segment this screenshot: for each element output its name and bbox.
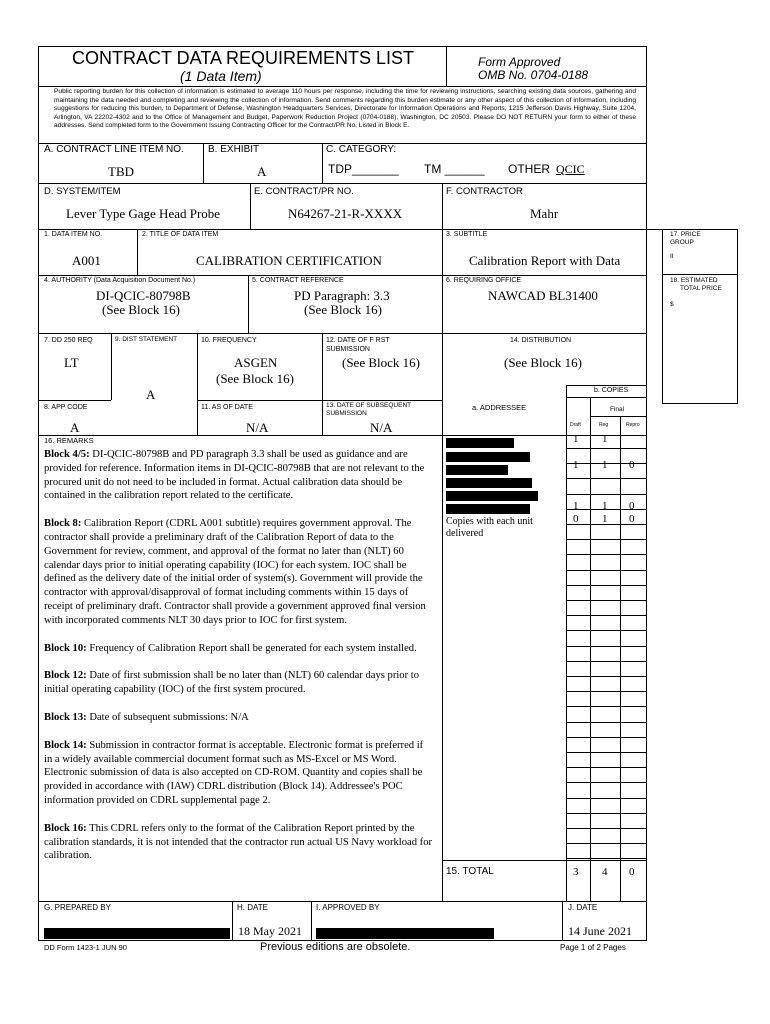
redacted-addressee [446, 452, 530, 462]
distribution-draft-cell: 1 [573, 459, 579, 471]
subtitle-label: 3. SUBTITLE [446, 231, 488, 238]
contract-reference-label: 5. CONTRACT REFERENCE [252, 277, 344, 284]
final-label: Final [610, 406, 625, 413]
distribution-grid-line [566, 554, 646, 555]
distribution-grid-line [566, 691, 646, 692]
system-item-value: Lever Type Gage Head Probe [66, 206, 221, 221]
redacted-addressee [446, 478, 532, 488]
price-group-label-2: GROUP [670, 239, 694, 246]
category-tdp: TDP_______ [328, 162, 399, 176]
data-item-no-value: A001 [72, 253, 101, 268]
authority-label: 4. AUTHORITY (Data Acquisition Document No.) [44, 277, 196, 284]
copies-label: b. COPIES [594, 387, 629, 394]
form-title: CONTRACT DATA REQUIREMENTS LIST [72, 48, 415, 68]
total-draft: 3 [573, 866, 579, 878]
distribution-repro-cell: 0 [629, 500, 635, 512]
price-group-label-1: 17. PRICE [670, 231, 701, 238]
redacted-addressee [446, 504, 530, 514]
prepared-date-label: H. DATE [237, 903, 268, 912]
app-code-value: A [70, 420, 80, 435]
exhibit-value: A [257, 164, 267, 179]
distribution-grid-line [566, 676, 646, 677]
burden-statement: Public reporting burden for this collection of information is estimated to average 110 hours per response, including the time for reviewing instructions, searching existing data sources, gathering and maintaining the data needed and completing and reviewing the collection of information. Send comments regarding this burden estimate or any other aspect of this collection of information, including suggestions for reducing this burden, to Department of Defense, Washington Headquarters Services, Directorate for Information Operations and Reports, 1215 Jefferson Davis Highway, Suite 1204, Arlington, VA 22202-4302 and to the Office of Management and Budget, Paperwork Reduction Project (0704-0188), Washington, DC 20503. Please DO NOT RETURN your form to either of these addresses. Send completed form to the Government Issuing Contracting Officer for the Contract/PR No. Listed in Block E. [54, 88, 636, 130]
remark-block-16: Block 16: This CDRL refers only to the format of the Calibration Report printed by the calibration standards, it is not intended that the contractor run actual US Navy workload for calibration. [44, 822, 433, 862]
distribution-reg-cell: 1 [602, 433, 608, 445]
category-other: OTHER [508, 162, 550, 176]
total-label: 15. TOTAL [446, 866, 494, 877]
frequency-label: 10. FREQUENCY [201, 337, 257, 344]
distribution-label: 14. DISTRIBUTION [510, 337, 572, 344]
redacted-prepared-by [44, 928, 230, 939]
distribution-grid-line [566, 615, 646, 616]
total-reg: 4 [602, 866, 608, 878]
redacted-approved-by [316, 928, 494, 939]
draft-label: Draft [570, 422, 581, 428]
approved-by-label: I. APPROVED BY [316, 903, 380, 912]
distribution-grid-line [566, 843, 646, 844]
distribution-grid-line [442, 860, 646, 861]
dd250-value: LT [64, 355, 79, 370]
remarks-body [44, 448, 434, 877]
first-submission-label-2: SUBMISSION [326, 346, 370, 353]
remark-block-13: Block 13: Date of subsequent submissions: N/A [44, 711, 249, 723]
data-item-title-value: CALIBRATION CERTIFICATION [196, 253, 382, 268]
price-group-value: II [670, 253, 674, 260]
first-submission-label-1: 12. DATE OF F RST [326, 337, 390, 344]
data-item-no-label: 1. DATA ITEM NO. [44, 231, 103, 238]
subtitle-value: Calibration Report with Data [469, 253, 621, 268]
contractor-label: F. CONTRACTOR [446, 186, 523, 197]
estimated-price-label-1: 18. ESTIMATED [670, 277, 718, 284]
distribution-grid-line [566, 813, 646, 814]
remark-block-8: Block 8: Calibration Report (CDRL A001 subtitle) requires government approval. The contractor shall provide a preliminary draft of the Calibration Report of data to the Government for review, comment, and approval of the format no later than (NLT) 60 calendar days prior to initial operating capability (IOC) for each system. IOC shall be defined as the delivery date of the initial order of system(s). Government will provide the contractor with approval/disapproval of format including comments within 15 days of receipt of preliminary draft. Contractor shall provide a government approved final version with incorporated comments NLT 30 days prior to IOC for first system. [44, 518, 426, 626]
distribution-reg-cell: 1 [602, 513, 608, 525]
remark-block-14: Block 14: Submission in contractor format is acceptable. Electronic format is preferred if in a widely available commercial document format such as MS-Excel or MS Word. Electronic submission of data is also accepted on CD-ROM. Quantity and copies shall be provided in accordance with (IAW) CDRL distribution (Block 14). Addressee's POC information provided on CDRL supplemental page 2. [44, 739, 424, 806]
obsolete-notice: Previous editions are obsolete. [260, 941, 411, 953]
subsequent-submission-value: N/A [370, 420, 393, 435]
category-tm: TM ______ [424, 162, 485, 176]
copies-note: Copies with each unit delivered [446, 516, 533, 539]
distribution-grid-line [566, 752, 646, 753]
subsequent-submission-label-1: 13. DATE OF SUBSEQUENT [326, 402, 412, 409]
distribution-grid-line [566, 630, 646, 631]
redacted-addressee [446, 438, 514, 448]
frequency-value-1: ASGEN [234, 355, 278, 370]
distribution-grid-line [566, 600, 646, 601]
distribution-grid-line [566, 478, 646, 479]
contractor-value: Mahr [530, 206, 559, 221]
distribution-grid-line [566, 782, 646, 783]
reg-label: Reg [599, 422, 609, 428]
distribution-grid-line [566, 722, 646, 723]
distribution-reg-cell: 1 [602, 500, 608, 512]
contract-line-item-label: A. CONTRACT LINE ITEM NO. [44, 144, 184, 155]
dd250-label: 7. DD 250 REQ [44, 337, 93, 344]
distribution-grid-line [566, 828, 646, 829]
form-approved: Form Approved [478, 55, 561, 69]
redacted-addressee [446, 465, 508, 475]
distribution-grid-line [566, 858, 646, 859]
form-identifier: DD Form 1423-1 JUN 90 [44, 943, 127, 952]
contract-reference-value-2: (See Block 16) [304, 302, 382, 317]
omb-number: OMB No. 0704-0188 [478, 68, 589, 82]
requiring-office-label: 6. REQUIRING OFFICE [446, 277, 522, 284]
remark-block-4-5: Block 4/5: DI-QCIC-80798B and PD paragraph 3.3 shall be used as guidance and are provided for reference. Information items in DI-QCIC-80798B that are not relevant to the procured unit do not need to be included in format. Actual calibration data should be contained in the calibration report related to the certificate. [44, 449, 425, 502]
as-of-date-value: N/A [246, 420, 269, 435]
remark-block-12: Block 12: Date of first submission shall be no later than (NLT) 60 calendar days prior to initial operating capability (IOC) of the first system procured. [44, 670, 420, 696]
frequency-value-2: (See Block 16) [216, 371, 294, 386]
prepared-by-label: G. PREPARED BY [44, 903, 111, 912]
authority-value-2: (See Block 16) [102, 302, 180, 317]
distribution-reg-cell: 1 [602, 459, 608, 471]
form-subtitle: (1 Data Item) [180, 68, 262, 84]
approved-date-label: J. DATE [568, 903, 598, 912]
remarks-label: 16. REMARKS [44, 436, 94, 445]
category-other-value: QCIC [556, 162, 585, 176]
first-submission-value: (See Block 16) [342, 355, 420, 370]
distribution-grid-line [566, 767, 646, 768]
redacted-addressee [446, 491, 538, 501]
distribution-value: (See Block 16) [504, 355, 582, 370]
requiring-office-value: NAWCAD BL31400 [488, 288, 598, 303]
distribution-draft-cell: 0 [573, 513, 579, 525]
distribution-grid-line [566, 570, 646, 571]
approved-date-value: 14 June 2021 [568, 924, 632, 938]
total-repro: 0 [629, 866, 635, 878]
as-of-date-label: 11. AS OF DATE [201, 404, 253, 411]
contract-pr-label: E. CONTRACT/PR NO. [254, 186, 354, 197]
distribution-draft-cell: 1 [573, 433, 579, 445]
distribution-grid-line [566, 737, 646, 738]
app-code-label: 8. APP CODE [44, 404, 88, 411]
distribution-repro-cell: 0 [629, 513, 635, 525]
repro-label: Repro [626, 422, 640, 428]
distribution-grid-line [566, 448, 646, 449]
dist-statement-value: A [146, 387, 156, 402]
page-indicator: Page 1 of 2 Pages [560, 943, 626, 952]
addressee-label: a. ADDRESSEE [472, 403, 527, 412]
exhibit-label: B. EXHIBIT [208, 144, 260, 155]
remark-block-10: Block 10: Frequency of Calibration Report shall be generated for each system installed. [44, 642, 417, 654]
contract-reference-value-1: PD Paragraph: 3.3 [294, 288, 390, 303]
system-item-label: D. SYSTEM/ITEM [44, 186, 121, 197]
distribution-grid-line [566, 646, 646, 647]
prepared-date-value: 18 May 2021 [238, 924, 302, 938]
dist-statement-label: 9. DIST STATEMENT [115, 336, 178, 343]
distribution-grid-line [566, 798, 646, 799]
distribution-grid-line [566, 706, 646, 707]
distribution-draft-cell: 1 [573, 500, 579, 512]
distribution-grid-line [566, 494, 646, 495]
distribution-grid-line [566, 585, 646, 586]
contract-line-item-value: TBD [108, 164, 134, 179]
estimated-price-value: $ [670, 301, 674, 308]
distribution-repro-cell: 0 [629, 459, 635, 471]
category-label: C. CATEGORY: [326, 144, 397, 155]
data-item-title-label: 2. TITLE OF DATA ITEM [142, 231, 219, 238]
distribution-grid-line [566, 539, 646, 540]
estimated-price-label-2: TOTAL PRICE [680, 285, 722, 292]
subsequent-submission-label-2: SUBMISSION [326, 410, 367, 417]
distribution-grid-line [566, 661, 646, 662]
authority-value-1: DI-QCIC-80798B [96, 288, 191, 303]
contract-pr-value: N64267-21-R-XXXX [288, 206, 403, 221]
